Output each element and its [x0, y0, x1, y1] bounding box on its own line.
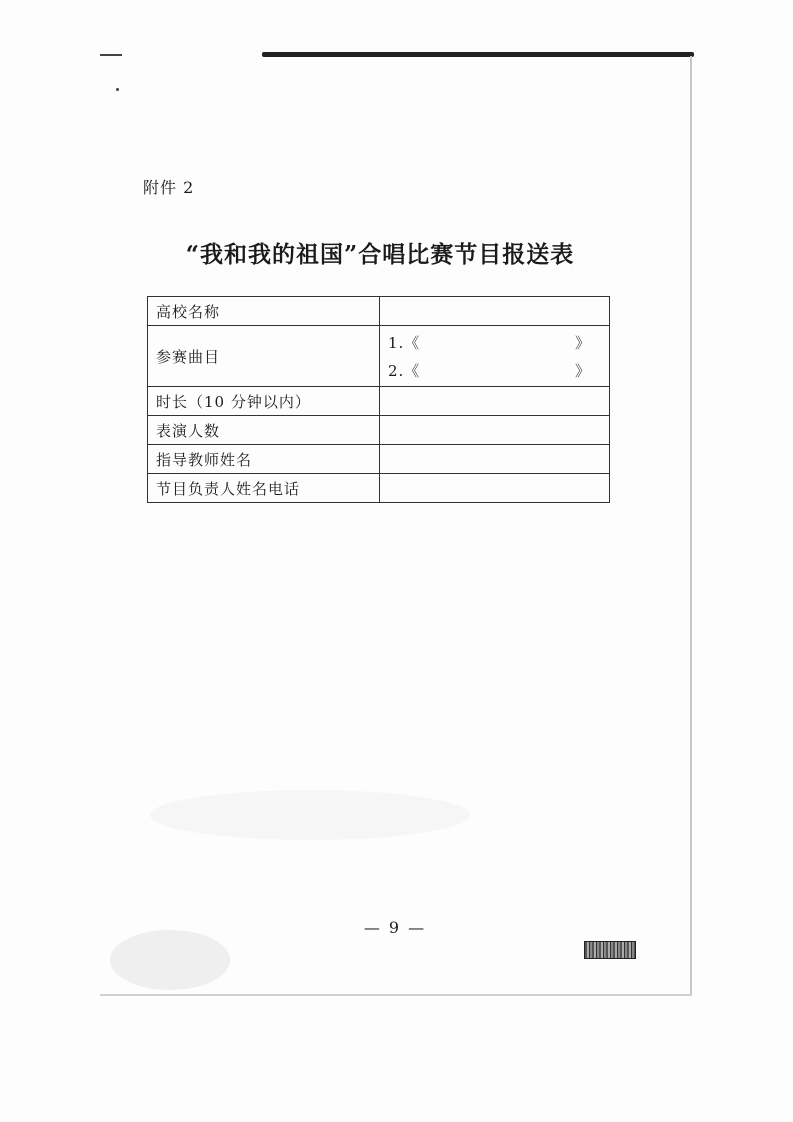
- song-2-suffix: 》: [574, 361, 591, 380]
- song-1-prefix: 1.《: [388, 333, 421, 352]
- page-title: “我和我的祖国”合唱比赛节目报送表: [185, 241, 575, 268]
- teacher-field[interactable]: [380, 445, 610, 474]
- table-row: [148, 297, 610, 326]
- table-row: [148, 445, 610, 474]
- scan-smudge: [150, 790, 470, 840]
- school-name-field[interactable]: [380, 297, 610, 326]
- barcode-stamp: [584, 941, 636, 959]
- song-line-2[interactable]: [388, 356, 609, 384]
- duration-label: 时长（10 分钟以内）: [148, 387, 380, 416]
- scan-speck: [116, 88, 119, 91]
- school-name-label: 高校名称: [148, 297, 380, 326]
- song-line-1[interactable]: [388, 328, 609, 356]
- scan-edge-bottom: [100, 994, 692, 996]
- duration-field[interactable]: [380, 387, 610, 416]
- contact-label: 节目负责人姓名电话: [148, 474, 380, 503]
- scan-smudge: [110, 930, 230, 990]
- scan-edge-top: [262, 52, 694, 57]
- table-row: [148, 474, 610, 503]
- page-number: — 9 —: [363, 918, 427, 937]
- table-row: [148, 387, 610, 416]
- table-row: [148, 416, 610, 445]
- songs-label: 参赛曲目: [148, 326, 380, 387]
- program-form-table: [147, 296, 610, 503]
- attachment-label: 附件 2: [143, 178, 195, 197]
- teacher-label: 指导教师姓名: [148, 445, 380, 474]
- table-row: [148, 326, 610, 387]
- scan-edge-mark: [100, 54, 122, 56]
- contact-field[interactable]: [380, 474, 610, 503]
- performers-field[interactable]: [380, 416, 610, 445]
- songs-field[interactable]: [380, 326, 610, 387]
- song-2-prefix: 2.《: [388, 361, 421, 380]
- performers-label: 表演人数: [148, 416, 380, 445]
- song-1-suffix: 》: [574, 333, 591, 352]
- scan-edge-right: [690, 56, 692, 996]
